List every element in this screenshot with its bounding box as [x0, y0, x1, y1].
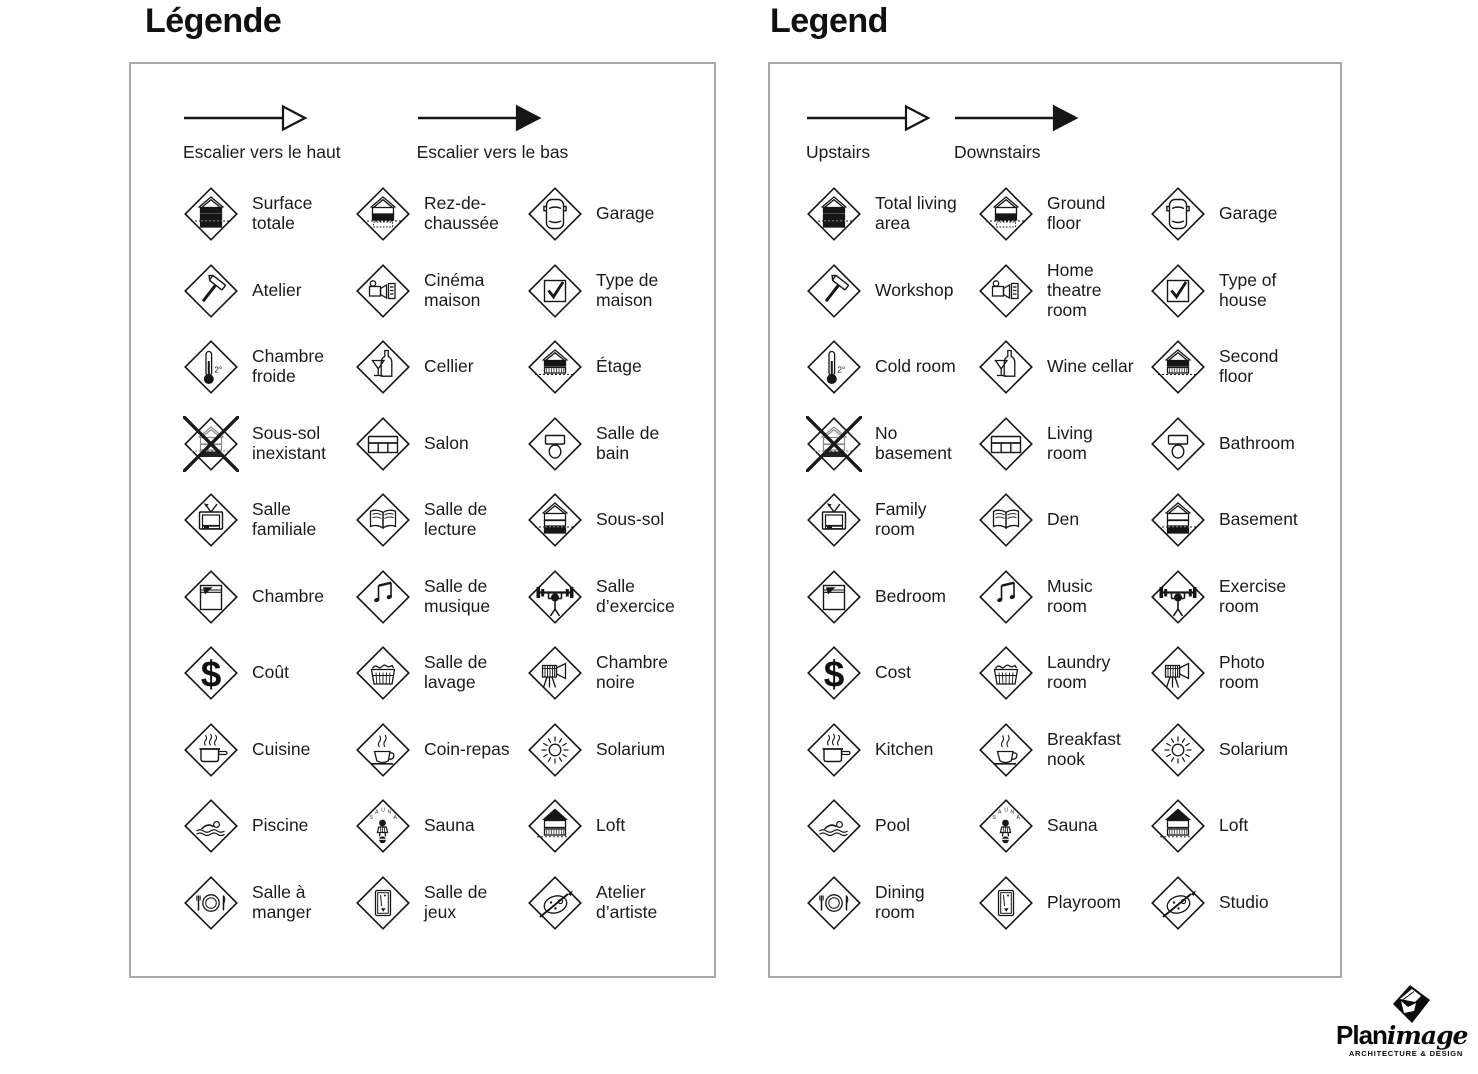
garage-icon: [1150, 186, 1206, 242]
stairs-up-arrow-icon: [806, 103, 930, 133]
place-setting-icon: [806, 875, 862, 931]
legend-grid: [806, 176, 1340, 941]
legend-item: [183, 722, 355, 778]
legend-item-label: Coin-repas: [424, 738, 510, 759]
legend-item-label: Studio: [1219, 891, 1269, 912]
legend-item: [527, 339, 714, 395]
legend-item: [527, 569, 714, 625]
legend-item: [978, 569, 1150, 625]
hammer-icon: [183, 263, 239, 319]
legend-item: [978, 186, 1150, 242]
legend-item: [978, 722, 1150, 778]
legend-item-label: Wine cellar: [1047, 356, 1134, 377]
legend-item: [527, 416, 714, 472]
legend-item-label: Total living area: [875, 193, 957, 234]
legend-item-label: Family room: [875, 499, 927, 540]
total-living-area-icon: [806, 186, 862, 242]
total-living-area-icon: [183, 186, 239, 242]
legend-item-label: Piscine: [252, 815, 309, 836]
thermometer-icon: [806, 339, 862, 395]
legend-item-label: Bathroom: [1219, 432, 1295, 453]
legend-item-label: Breakfast nook: [1047, 728, 1121, 769]
legend-item-label: Playroom: [1047, 891, 1121, 912]
stairs-up-arrow: [806, 103, 930, 163]
legend-item: [1150, 339, 1340, 395]
legend-item-label: Salle de jeux: [424, 881, 488, 922]
stairs-down-arrow: [417, 103, 569, 163]
toilet-icon: [1150, 416, 1206, 472]
legend-item: [978, 261, 1150, 321]
dollar-icon: [183, 645, 239, 701]
bed-icon: [806, 569, 862, 625]
garage-icon: [527, 186, 583, 242]
legend-item-label: Home theatre room: [1047, 259, 1102, 320]
stairs-down-arrow-icon: [417, 103, 541, 133]
planimage-brand: [1336, 1022, 1476, 1048]
legend-item-label: Pool: [875, 815, 911, 836]
legend-item-label: Coût: [252, 662, 289, 683]
legend-item: [183, 339, 355, 395]
legend-item-label: Salle d’exercice: [596, 575, 675, 616]
legend-item-label: Surface totale: [252, 193, 313, 234]
legend-item-label: Sauna: [424, 815, 475, 836]
legend-item-label: Cost: [875, 662, 911, 683]
palette-icon: [527, 875, 583, 931]
legend-item: [1150, 645, 1340, 701]
legend-item-label: Exercise room: [1219, 575, 1287, 616]
stairs-down-arrow: [954, 103, 1078, 163]
legend-item: [806, 263, 978, 319]
legend-item-label: Étage: [596, 356, 642, 377]
stairs-up-arrow-icon: [183, 103, 307, 133]
stairs-up-arrow: [183, 103, 341, 163]
legend-item-label: Solarium: [596, 738, 666, 759]
second-floor-icon: [1150, 339, 1206, 395]
swimmer-icon: [806, 798, 862, 854]
legend-item-label: Ground floor: [1047, 193, 1106, 234]
place-setting-icon: [183, 875, 239, 931]
barbell-icon: [527, 569, 583, 625]
hammer-icon: [806, 263, 862, 319]
coffee-cup-icon: [355, 722, 411, 778]
legend-item: [806, 339, 978, 395]
basement-icon: [1150, 492, 1206, 548]
tv-icon: [806, 492, 862, 548]
legend-item: [355, 416, 527, 472]
legend-panel-english: [768, 62, 1342, 978]
planimage-logo: [1336, 984, 1476, 1058]
legend-item: [806, 875, 978, 931]
legend-item-label: Bedroom: [875, 585, 947, 606]
ground-floor-icon: [355, 186, 411, 242]
house-check-icon: [527, 263, 583, 319]
second-floor-icon: [527, 339, 583, 395]
palette-icon: [1150, 875, 1206, 931]
coffee-cup-icon: [978, 722, 1034, 778]
planimage-brand-image: image: [1386, 1021, 1468, 1050]
legend-item: [355, 186, 527, 242]
sofa-icon: [355, 416, 411, 472]
arrow-label: Downstairs: [954, 142, 1041, 162]
legend-item-label: Loft: [1219, 815, 1249, 836]
laundry-basket-icon: [978, 645, 1034, 701]
legend-item-label: Sauna: [1047, 815, 1098, 836]
sun-icon: [1150, 722, 1206, 778]
barbell-icon: [1150, 569, 1206, 625]
legend-item: [527, 875, 714, 931]
tv-icon: [183, 492, 239, 548]
wine-cellar-icon: [978, 339, 1034, 395]
stairs-arrows: [806, 103, 1340, 163]
legend-item: [527, 186, 714, 242]
legend-item-label: Atelier: [252, 279, 302, 300]
legend-item: [1150, 186, 1340, 242]
laundry-basket-icon: [355, 645, 411, 701]
planimage-tagline: ARCHITECTURE & DESIGN: [1348, 1049, 1464, 1058]
sauna-icon: [355, 798, 411, 854]
legend-item: [355, 645, 527, 701]
legend-item: [1150, 492, 1340, 548]
legend-item-label: Workshop: [875, 279, 954, 300]
sauna-icon: [978, 798, 1034, 854]
legend-item-label: Salle de lecture: [424, 499, 488, 540]
legend-item-label: No basement: [875, 422, 952, 463]
legend-item: [978, 875, 1150, 931]
legend-item: [1150, 263, 1340, 319]
legend-item: [1150, 722, 1340, 778]
legend-item-label: Basement: [1219, 509, 1298, 530]
no-basement-icon: [183, 416, 239, 472]
legend-item: [527, 722, 714, 778]
legend-item: [978, 339, 1150, 395]
legend-item: [183, 875, 355, 931]
loft-icon: [1150, 798, 1206, 854]
legend-item-label: Salle familiale: [252, 499, 317, 540]
no-basement-icon: [806, 416, 862, 472]
dollar-icon: [806, 645, 862, 701]
sofa-icon: [978, 416, 1034, 472]
legend-item: [355, 263, 527, 319]
legend-panel-french: [129, 62, 716, 978]
pool-table-icon: [978, 875, 1034, 931]
legend-item: [978, 798, 1150, 854]
home-theatre-icon: [355, 263, 411, 319]
legend-item: [183, 186, 355, 242]
legend-item: [806, 722, 978, 778]
thermometer-icon: [183, 339, 239, 395]
legend-item-label: Garage: [596, 203, 655, 224]
pool-table-icon: [355, 875, 411, 931]
legend-item-label: Sous-sol: [596, 509, 665, 530]
legend-item: [806, 416, 978, 472]
legend-item: [806, 492, 978, 548]
legend-item: [978, 492, 1150, 548]
legend-item-label: Den: [1047, 509, 1080, 530]
legend-item: [355, 339, 527, 395]
legend-item-label: Salle de bain: [596, 422, 660, 463]
legend-item-label: Dining room: [875, 881, 925, 922]
legend-item: [1150, 798, 1340, 854]
cooking-pot-icon: [806, 722, 862, 778]
legend-item: [527, 645, 714, 701]
camera-tripod-icon: [527, 645, 583, 701]
arrow-label: Upstairs: [806, 142, 871, 162]
planimage-brand-plan: Plan: [1336, 1020, 1387, 1050]
legend-item-label: Type de maison: [596, 269, 659, 310]
legend-item: [183, 798, 355, 854]
open-book-icon: [355, 492, 411, 548]
stairs-down-arrow-icon: [954, 103, 1078, 133]
legend-item-label: Atelier d’artiste: [596, 881, 658, 922]
sun-icon: [527, 722, 583, 778]
legend-item: [806, 569, 978, 625]
bed-icon: [183, 569, 239, 625]
loft-icon: [527, 798, 583, 854]
legend-item-label: Type of house: [1219, 269, 1277, 310]
planimage-logo-mark-icon: [1388, 984, 1432, 1024]
legend-item-label: Cinéma maison: [424, 269, 485, 310]
stairs-arrows: [183, 103, 714, 163]
legend-item: [1150, 875, 1340, 931]
legend-item: [355, 798, 527, 854]
legend-item-label: Kitchen: [875, 738, 934, 759]
legend-item: [355, 492, 527, 548]
page-title-french: Légende: [145, 2, 282, 40]
legend-item-label: Living room: [1047, 422, 1093, 463]
music-notes-icon: [978, 569, 1034, 625]
legend-item: [806, 645, 978, 701]
wine-cellar-icon: [355, 339, 411, 395]
legend-item: [978, 416, 1150, 472]
legend-item: [183, 416, 355, 472]
open-book-icon: [978, 492, 1034, 548]
house-check-icon: [1150, 263, 1206, 319]
legend-item: [1150, 569, 1340, 625]
legend-item: [978, 645, 1150, 701]
legend-item: [183, 492, 355, 548]
legend-item-label: Cold room: [875, 356, 956, 377]
legend-item-label: Chambre froide: [252, 346, 324, 387]
legend-item-label: Photo room: [1219, 652, 1265, 693]
legend-item: [527, 798, 714, 854]
legend-item-label: Salle de lavage: [424, 652, 488, 693]
legend-item: [527, 492, 714, 548]
toilet-icon: [527, 416, 583, 472]
legend-item-label: Cellier: [424, 356, 474, 377]
legend-item: [183, 263, 355, 319]
legend-item: [527, 263, 714, 319]
legend-item-label: Salle à manger: [252, 881, 312, 922]
ground-floor-icon: [978, 186, 1034, 242]
legend-item-label: Rez-de-chaussée: [424, 193, 499, 234]
legend-item-label: Sous-sol inexistant: [252, 422, 326, 463]
legend-item-label: Salon: [424, 432, 469, 453]
legend-item: [355, 875, 527, 931]
legend-item: [183, 645, 355, 701]
legend-item-label: Garage: [1219, 203, 1278, 224]
legend-item: [806, 186, 978, 242]
home-theatre-icon: [978, 263, 1034, 319]
legend-item-label: Loft: [596, 815, 626, 836]
legend-item-label: Cuisine: [252, 738, 311, 759]
legend-item-label: Chambre noire: [596, 652, 668, 693]
legend-item: [355, 569, 527, 625]
legend-item: [183, 569, 355, 625]
legend-item-label: Solarium: [1219, 738, 1289, 759]
basement-icon: [527, 492, 583, 548]
legend-item-label: Chambre: [252, 585, 324, 606]
legend-grid: [183, 176, 714, 941]
legend-item-label: Laundry room: [1047, 652, 1111, 693]
camera-tripod-icon: [1150, 645, 1206, 701]
legend-item: [806, 798, 978, 854]
legend-item-label: Second floor: [1219, 346, 1279, 387]
arrow-label: Escalier vers le haut: [183, 142, 341, 162]
cooking-pot-icon: [183, 722, 239, 778]
swimmer-icon: [183, 798, 239, 854]
legend-item: [355, 722, 527, 778]
legend-item: [1150, 416, 1340, 472]
arrow-label: Escalier vers le bas: [416, 142, 569, 162]
legend-item-label: Music room: [1047, 575, 1093, 616]
legend-item-label: Salle de musique: [424, 575, 491, 616]
music-notes-icon: [355, 569, 411, 625]
page-title-english: Legend: [770, 2, 888, 40]
